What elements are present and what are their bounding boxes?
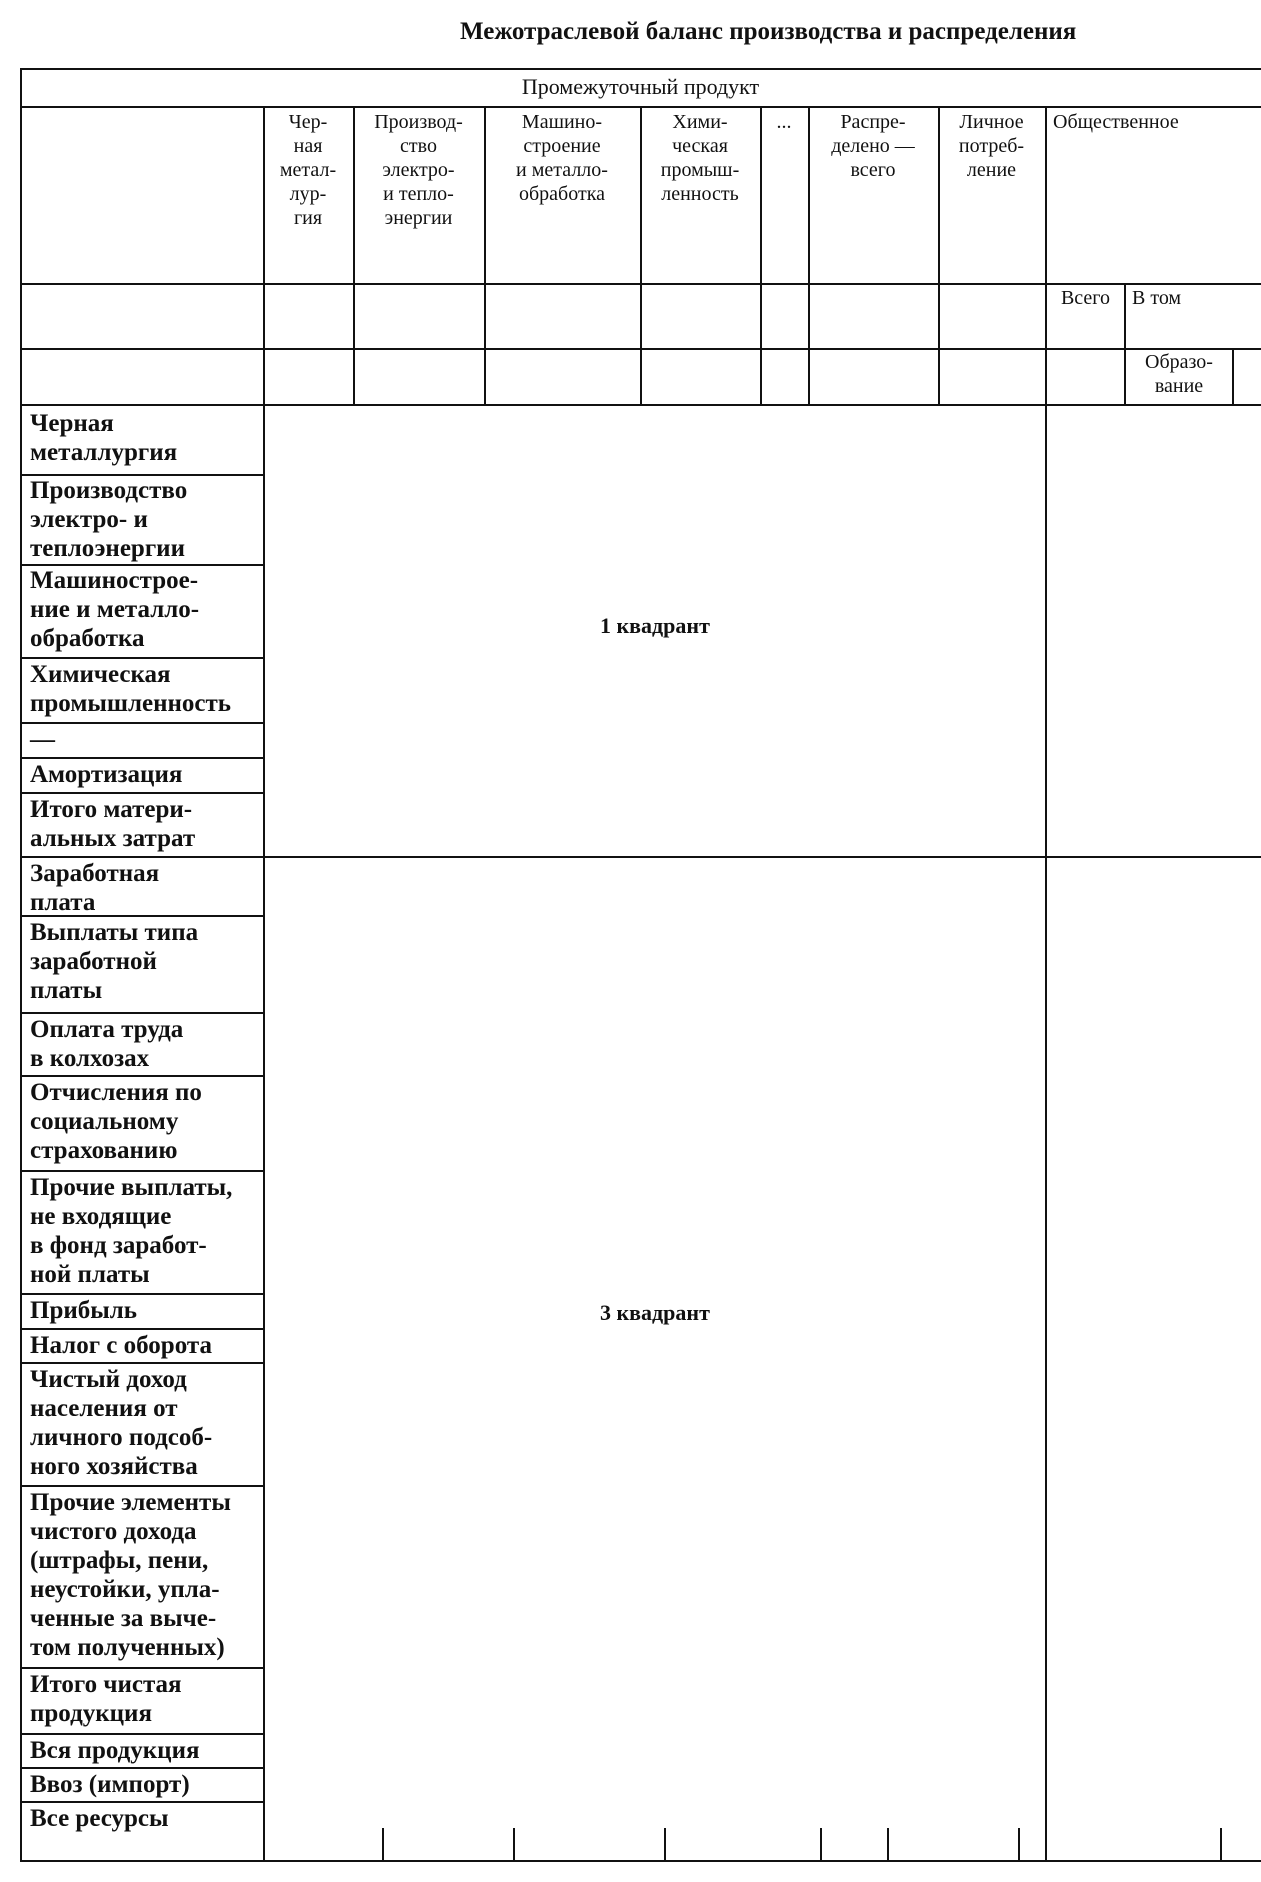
row-label: Амортизация	[30, 761, 183, 788]
row-label: Прочие выплаты, не входящие в фонд заработ- ной платы	[30, 1174, 233, 1288]
row-divider	[20, 1170, 263, 1172]
row-label: Выплаты типа заработной платы	[30, 919, 199, 1004]
body-col-line	[1045, 404, 1047, 1862]
col-ellipsis: ...	[776, 111, 792, 133]
row-divider	[20, 1293, 263, 1295]
row-label: Итого матери- альных затрат	[30, 796, 196, 852]
bottom-tick	[820, 1828, 822, 1860]
subcol-education: Образо- вание	[1145, 351, 1213, 397]
row-label: Чистый доход населения от личного подсоб- ного хозяйства	[30, 1366, 213, 1480]
bottom-tick	[382, 1828, 384, 1860]
row-label: Налог с оборота	[30, 1332, 212, 1359]
table-top-border	[20, 68, 1261, 70]
quadrant-divider	[20, 856, 1261, 858]
page-title: Межотраслевой баланс производства и распределения	[460, 18, 1077, 45]
row-divider	[20, 1075, 263, 1077]
row-divider	[20, 1328, 263, 1330]
col-ferrous-metallurgy: Чер- ная метал- лур- гия	[279, 111, 337, 229]
bottom-tick	[1018, 1828, 1020, 1860]
row-label: Вся продукция	[30, 1737, 200, 1764]
row-label: Ввоз (импорт)	[30, 1771, 190, 1798]
row-divider	[20, 792, 263, 794]
row-divider	[20, 1667, 263, 1669]
row-label: Машинострое- ние и металло- обработка	[30, 567, 200, 652]
col-machine-building: Машино- строение и металло- обработка	[516, 111, 608, 205]
bottom-tick	[664, 1828, 666, 1860]
row-label: Химическая промышленность	[30, 661, 232, 717]
col-power-heat: Производ- ство электро- и тепло- энергии	[374, 111, 463, 229]
row-divider	[20, 1012, 263, 1014]
row-divider	[20, 1801, 263, 1803]
row-label: Производство электро- и теплоэнергии	[30, 477, 188, 562]
row-label: Отчисления по социальному страхованию	[30, 1079, 202, 1164]
col-personal-consumption: Личное потреб- ление	[958, 111, 1025, 181]
quadrant-1-label: 1 квадрант	[600, 613, 710, 638]
col-distributed-total: Распре- делено — всего	[831, 111, 915, 181]
quadrant-3-label: 3 квадрант	[600, 1300, 710, 1325]
row-label: —	[30, 726, 55, 753]
row-label: Оплата труда в колхозах	[30, 1016, 184, 1072]
row-label: Все ресурсы	[30, 1805, 169, 1832]
table-left-border	[20, 68, 22, 1862]
col-chemical-industry: Хими- ческая промыш- ленность	[660, 111, 740, 205]
header-col-line	[1045, 106, 1047, 404]
row-label: Прочие элементы чистого дохода (штрафы, пени, неустойки, упла- ченные за выче- том полученных)	[30, 1489, 231, 1661]
table-bottom-border	[20, 1860, 1261, 1862]
row-label: Заработная плата	[30, 860, 160, 916]
col-public: Общественное	[1053, 111, 1179, 133]
header-bottom-divider	[20, 404, 1261, 406]
row-divider	[20, 657, 263, 659]
subcol-total: Всего	[1060, 287, 1111, 309]
row-label: Итого чистая продукция	[30, 1671, 182, 1727]
row-divider	[20, 1733, 263, 1735]
bottom-tick	[887, 1828, 889, 1860]
row-divider	[20, 757, 263, 759]
row-divider	[20, 1767, 263, 1769]
row-label: Прибыль	[30, 1297, 138, 1324]
row-divider	[20, 722, 263, 724]
bottom-tick	[513, 1828, 515, 1860]
row-label: Черная металлургия	[30, 410, 178, 466]
bottom-tick	[1220, 1828, 1222, 1860]
row-divider	[20, 1485, 263, 1487]
subcol-including: В том	[1132, 287, 1182, 309]
header-intermediate-product: Промежуточный продукт	[521, 74, 760, 99]
header-col-line	[760, 106, 762, 404]
row-divider	[20, 1362, 263, 1364]
header-col-line	[1232, 348, 1234, 404]
